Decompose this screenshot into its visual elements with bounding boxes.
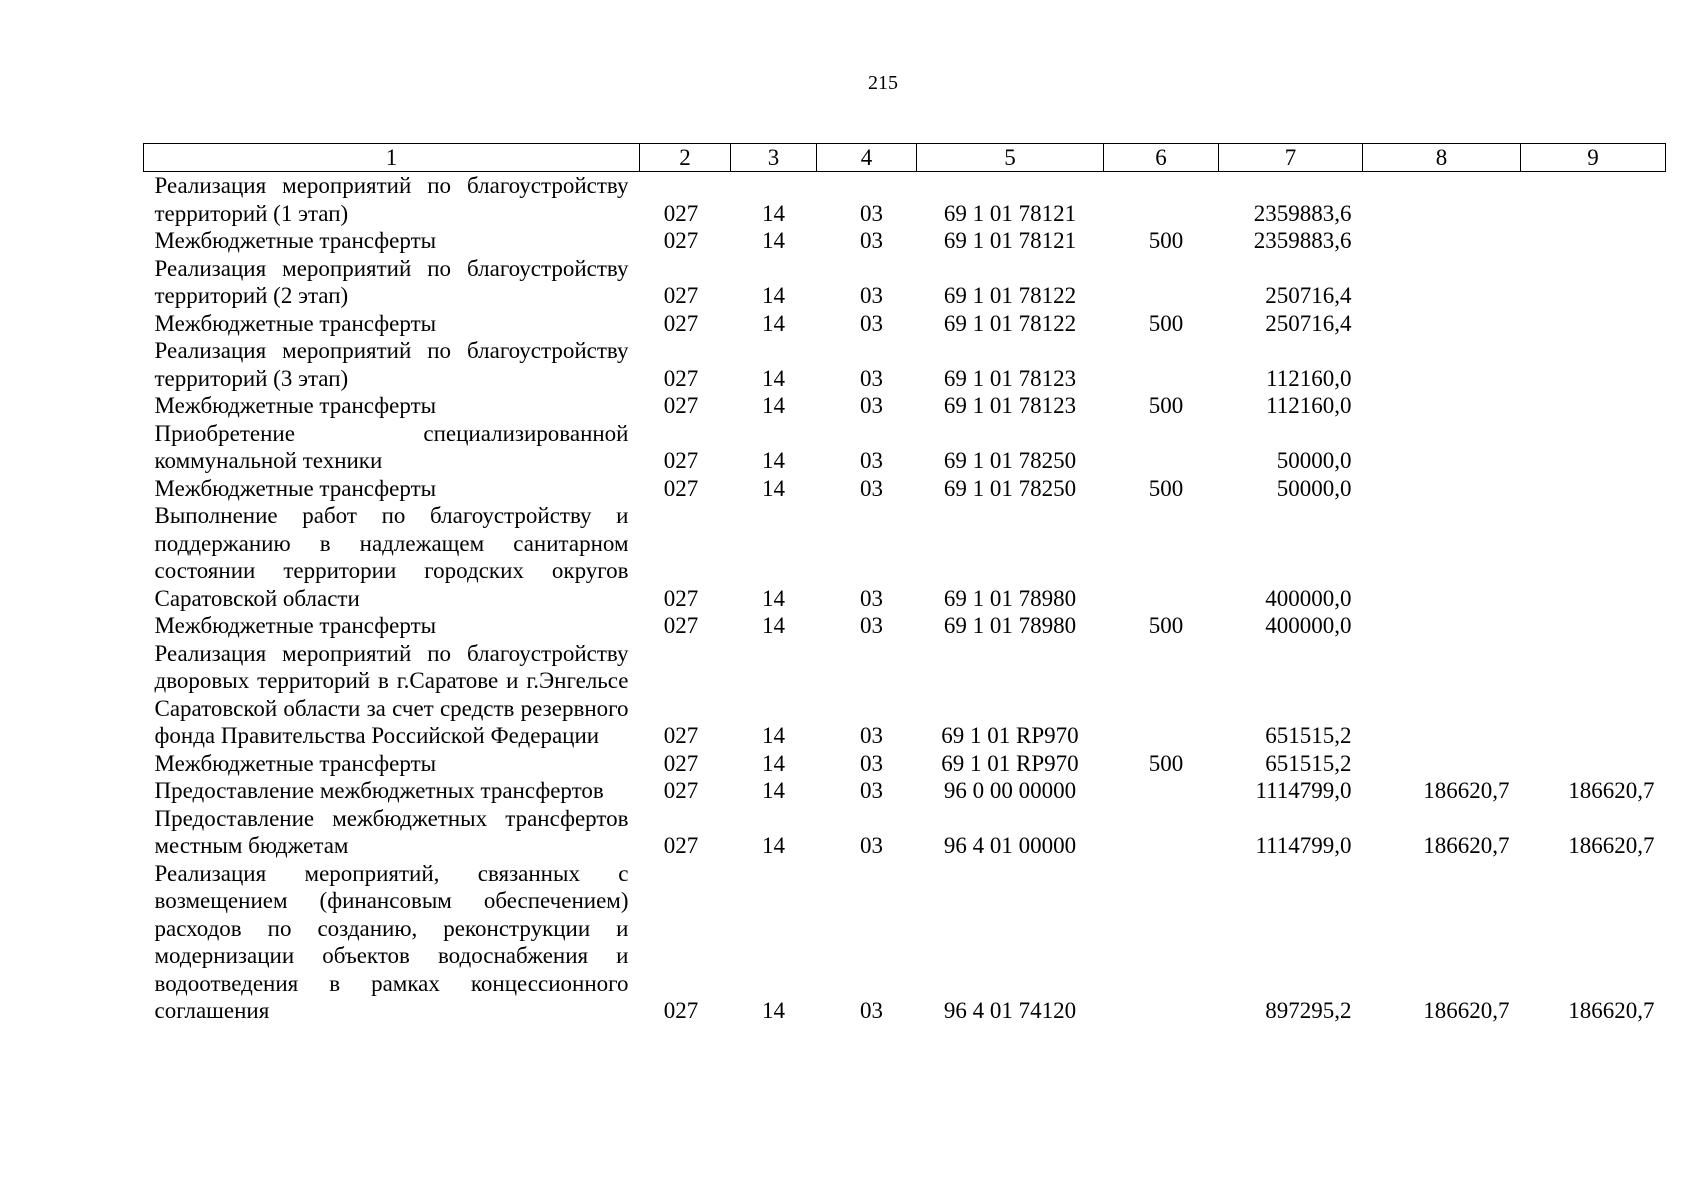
table-header xyxy=(144,144,1666,172)
row-amount-col7: 250716,4 xyxy=(1265,283,1352,308)
row-section-code: 14 xyxy=(762,613,785,638)
table-row xyxy=(144,805,1666,860)
row-target-article: 69 1 01 78122 xyxy=(943,310,1077,336)
row-amount-col8 xyxy=(1363,502,1521,612)
row-amount-col7: 651515,2 xyxy=(1265,723,1352,748)
row-expense-type xyxy=(1104,777,1219,805)
row-section-code: 14 xyxy=(762,833,785,858)
row-amount-col8 xyxy=(1363,475,1521,503)
row-expense-type: 500 xyxy=(1148,475,1184,501)
table-body xyxy=(144,172,1666,1025)
row-ved-code: 027 xyxy=(663,833,699,858)
header-col-4: 4 xyxy=(817,144,917,172)
table-row xyxy=(144,392,1666,420)
table-row xyxy=(144,612,1666,640)
row-target-article: 69 1 01 RP970 xyxy=(941,723,1079,748)
table-row xyxy=(144,475,1666,503)
row-amount-col9 xyxy=(1521,475,1666,503)
row-amount-col8 xyxy=(1363,337,1521,392)
row-ved-code: 027 xyxy=(663,475,699,501)
row-ved-code: 027 xyxy=(663,365,699,391)
row-expense-type xyxy=(1104,337,1219,392)
row-amount-col8 xyxy=(1363,310,1521,338)
row-section-code: 14 xyxy=(762,228,785,253)
row-ved-code: 027 xyxy=(663,723,699,748)
row-amount-col8: 186620,7 xyxy=(1423,833,1510,858)
table-row xyxy=(144,172,1666,228)
row-amount-col9 xyxy=(1521,227,1666,255)
header-col-1: 1 xyxy=(144,144,640,172)
row-amount-col9 xyxy=(1521,392,1666,420)
row-amount-col9 xyxy=(1521,640,1666,750)
row-amount-col8: 186620,7 xyxy=(1423,778,1510,803)
row-target-article: 96 4 01 00000 xyxy=(943,833,1077,858)
row-name: Выполнение работ по благоустройству и поддержанию в надлежащем санитарном состоянии территории городских округов Саратовской области xyxy=(154,503,629,611)
row-ved-code: 027 xyxy=(663,585,699,611)
row-amount-col9 xyxy=(1521,172,1666,228)
row-subsection-code: 03 xyxy=(860,393,883,418)
row-expense-type xyxy=(1104,420,1219,475)
row-amount-col7: 112160,0 xyxy=(1266,365,1352,391)
row-name: Межбюджетные трансферты xyxy=(154,228,437,253)
header-col-3: 3 xyxy=(731,144,817,172)
table-row xyxy=(144,337,1666,392)
row-subsection-code: 03 xyxy=(860,585,883,611)
row-amount-col7: 112160,0 xyxy=(1266,393,1352,418)
row-subsection-code: 03 xyxy=(860,200,883,226)
header-col-8: 8 xyxy=(1363,144,1521,172)
row-amount-col7: 1114799,0 xyxy=(1255,778,1352,803)
row-target-article: 96 4 01 74120 xyxy=(943,998,1077,1023)
row-ved-code: 027 xyxy=(663,310,699,336)
row-expense-type: 500 xyxy=(1148,750,1184,776)
row-target-article: 96 0 00 00000 xyxy=(943,778,1077,803)
row-name: Реализация мероприятий по благоустройству дворовых территорий в г.Саратове и г.Энгельсе Саратовской области за счет средств резервного фонда Правительства Российской Федерации xyxy=(154,640,629,748)
header-col-9: 9 xyxy=(1521,144,1666,172)
row-amount-col9 xyxy=(1521,420,1666,475)
row-section-code: 14 xyxy=(762,200,785,226)
header-col-5: 5 xyxy=(917,144,1104,172)
row-subsection-code: 03 xyxy=(860,310,883,336)
row-target-article: 69 1 01 78980 xyxy=(943,585,1077,611)
row-amount-col9 xyxy=(1521,612,1666,640)
row-amount-col8: 186620,7 xyxy=(1423,998,1510,1023)
row-amount-col8 xyxy=(1363,172,1521,228)
row-ved-code: 027 xyxy=(663,228,699,253)
row-amount-col9: 186620,7 xyxy=(1568,998,1655,1023)
row-name: Реализация мероприятий, связанных с возмещением (финансовым обеспечением) расходов по созданию, реконструкции и модернизации объектов водоснабжения и водоотведения в рамках концессионного соглашения xyxy=(154,860,629,1023)
row-target-article: 69 1 01 78123 xyxy=(943,393,1077,418)
row-amount-col8 xyxy=(1363,392,1521,420)
row-amount-col9: 186620,7 xyxy=(1568,778,1655,803)
row-ved-code: 027 xyxy=(663,613,699,638)
row-ved-code: 027 xyxy=(663,393,699,418)
row-expense-type xyxy=(1104,860,1219,1025)
table-row xyxy=(144,777,1666,805)
row-amount-col9: 186620,7 xyxy=(1568,833,1655,858)
row-amount-col7: 50000,0 xyxy=(1276,448,1352,473)
page-number: 215 xyxy=(868,72,898,94)
table-row xyxy=(144,502,1666,612)
row-amount-col7: 2359883,6 xyxy=(1253,228,1352,253)
row-section-code: 14 xyxy=(762,448,785,473)
row-amount-col9 xyxy=(1521,750,1666,778)
row-amount-col8 xyxy=(1363,227,1521,255)
row-amount-col7: 400000,0 xyxy=(1265,585,1352,611)
row-amount-col7: 400000,0 xyxy=(1265,613,1352,638)
row-amount-col8 xyxy=(1363,255,1521,310)
row-amount-col8 xyxy=(1363,420,1521,475)
row-ved-code: 027 xyxy=(663,283,699,308)
row-amount-col8 xyxy=(1363,640,1521,750)
header-col-6: 6 xyxy=(1104,144,1219,172)
row-amount-col7: 1114799,0 xyxy=(1255,833,1352,858)
row-target-article: 69 1 01 78250 xyxy=(943,475,1077,501)
row-section-code: 14 xyxy=(762,310,785,336)
row-subsection-code: 03 xyxy=(860,998,883,1023)
table-row xyxy=(144,420,1666,475)
row-name: Межбюджетные трансферты xyxy=(154,750,437,776)
row-expense-type xyxy=(1104,255,1219,310)
budget-table xyxy=(143,143,1666,1025)
table-row xyxy=(144,255,1666,310)
row-subsection-code: 03 xyxy=(860,283,883,308)
row-subsection-code: 03 xyxy=(860,448,883,473)
row-ved-code: 027 xyxy=(663,998,699,1023)
row-ved-code: 027 xyxy=(663,750,699,776)
row-expense-type xyxy=(1104,640,1219,750)
row-amount-col7: 897295,2 xyxy=(1265,998,1352,1023)
row-section-code: 14 xyxy=(762,475,785,501)
row-target-article: 69 1 01 78250 xyxy=(943,448,1077,473)
row-amount-col8 xyxy=(1363,750,1521,778)
row-amount-col8 xyxy=(1363,612,1521,640)
row-target-article: 69 1 01 78121 xyxy=(943,228,1077,253)
row-section-code: 14 xyxy=(762,393,785,418)
row-section-code: 14 xyxy=(762,778,785,803)
row-expense-type: 500 xyxy=(1148,228,1184,253)
row-amount-col9 xyxy=(1521,337,1666,392)
row-section-code: 14 xyxy=(762,585,785,611)
row-name: Предоставление межбюджетных трансфертов xyxy=(154,778,604,803)
row-target-article: 69 1 01 RP970 xyxy=(941,750,1079,776)
row-name: Предоставление межбюджетных трансфертов местным бюджетам xyxy=(154,805,629,858)
row-section-code: 14 xyxy=(762,283,785,308)
table-row xyxy=(144,860,1666,1025)
row-expense-type: 500 xyxy=(1148,310,1184,336)
row-amount-col7: 651515,2 xyxy=(1265,750,1352,776)
row-expense-type xyxy=(1104,805,1219,860)
row-section-code: 14 xyxy=(762,723,785,748)
row-amount-col7: 50000,0 xyxy=(1276,475,1352,501)
row-amount-col9 xyxy=(1521,310,1666,338)
row-section-code: 14 xyxy=(762,750,785,776)
header-row xyxy=(144,144,1666,172)
row-name: Реализация мероприятий по благоустройству территорий (2 этап) xyxy=(154,255,629,308)
row-expense-type xyxy=(1104,502,1219,612)
row-expense-type xyxy=(1104,172,1219,228)
row-subsection-code: 03 xyxy=(860,475,883,501)
row-name: Межбюджетные трансферты xyxy=(154,475,437,501)
row-name: Реализация мероприятий по благоустройству территорий (1 этап) xyxy=(154,173,629,226)
row-name: Межбюджетные трансферты xyxy=(154,613,437,638)
row-subsection-code: 03 xyxy=(860,228,883,253)
row-ved-code: 027 xyxy=(663,448,699,473)
row-amount-col9 xyxy=(1521,255,1666,310)
header-col-7: 7 xyxy=(1219,144,1363,172)
row-ved-code: 027 xyxy=(663,200,699,226)
row-target-article: 69 1 01 78123 xyxy=(943,365,1077,391)
row-name: Межбюджетные трансферты xyxy=(154,393,437,418)
row-name: Межбюджетные трансферты xyxy=(154,310,437,336)
table-row xyxy=(144,310,1666,338)
row-subsection-code: 03 xyxy=(860,723,883,748)
header-col-2: 2 xyxy=(640,144,731,172)
row-expense-type: 500 xyxy=(1148,613,1184,638)
row-section-code: 14 xyxy=(762,998,785,1023)
row-ved-code: 027 xyxy=(663,778,699,803)
row-subsection-code: 03 xyxy=(860,613,883,638)
row-target-article: 69 1 01 78980 xyxy=(943,613,1077,638)
row-subsection-code: 03 xyxy=(860,365,883,391)
row-subsection-code: 03 xyxy=(860,833,883,858)
row-section-code: 14 xyxy=(762,365,785,391)
row-amount-col7: 250716,4 xyxy=(1265,310,1352,336)
row-amount-col7: 2359883,6 xyxy=(1253,200,1352,226)
table-row xyxy=(144,640,1666,750)
table-row xyxy=(144,750,1666,778)
row-target-article: 69 1 01 78121 xyxy=(943,200,1077,226)
row-name: Приобретение специализированной коммунальной техники xyxy=(154,420,629,473)
table-row xyxy=(144,227,1666,255)
row-subsection-code: 03 xyxy=(860,750,883,776)
row-target-article: 69 1 01 78122 xyxy=(943,283,1077,308)
row-amount-col9 xyxy=(1521,502,1666,612)
row-expense-type: 500 xyxy=(1148,393,1184,418)
row-name: Реализация мероприятий по благоустройству территорий (3 этап) xyxy=(154,338,629,391)
row-subsection-code: 03 xyxy=(860,778,883,803)
